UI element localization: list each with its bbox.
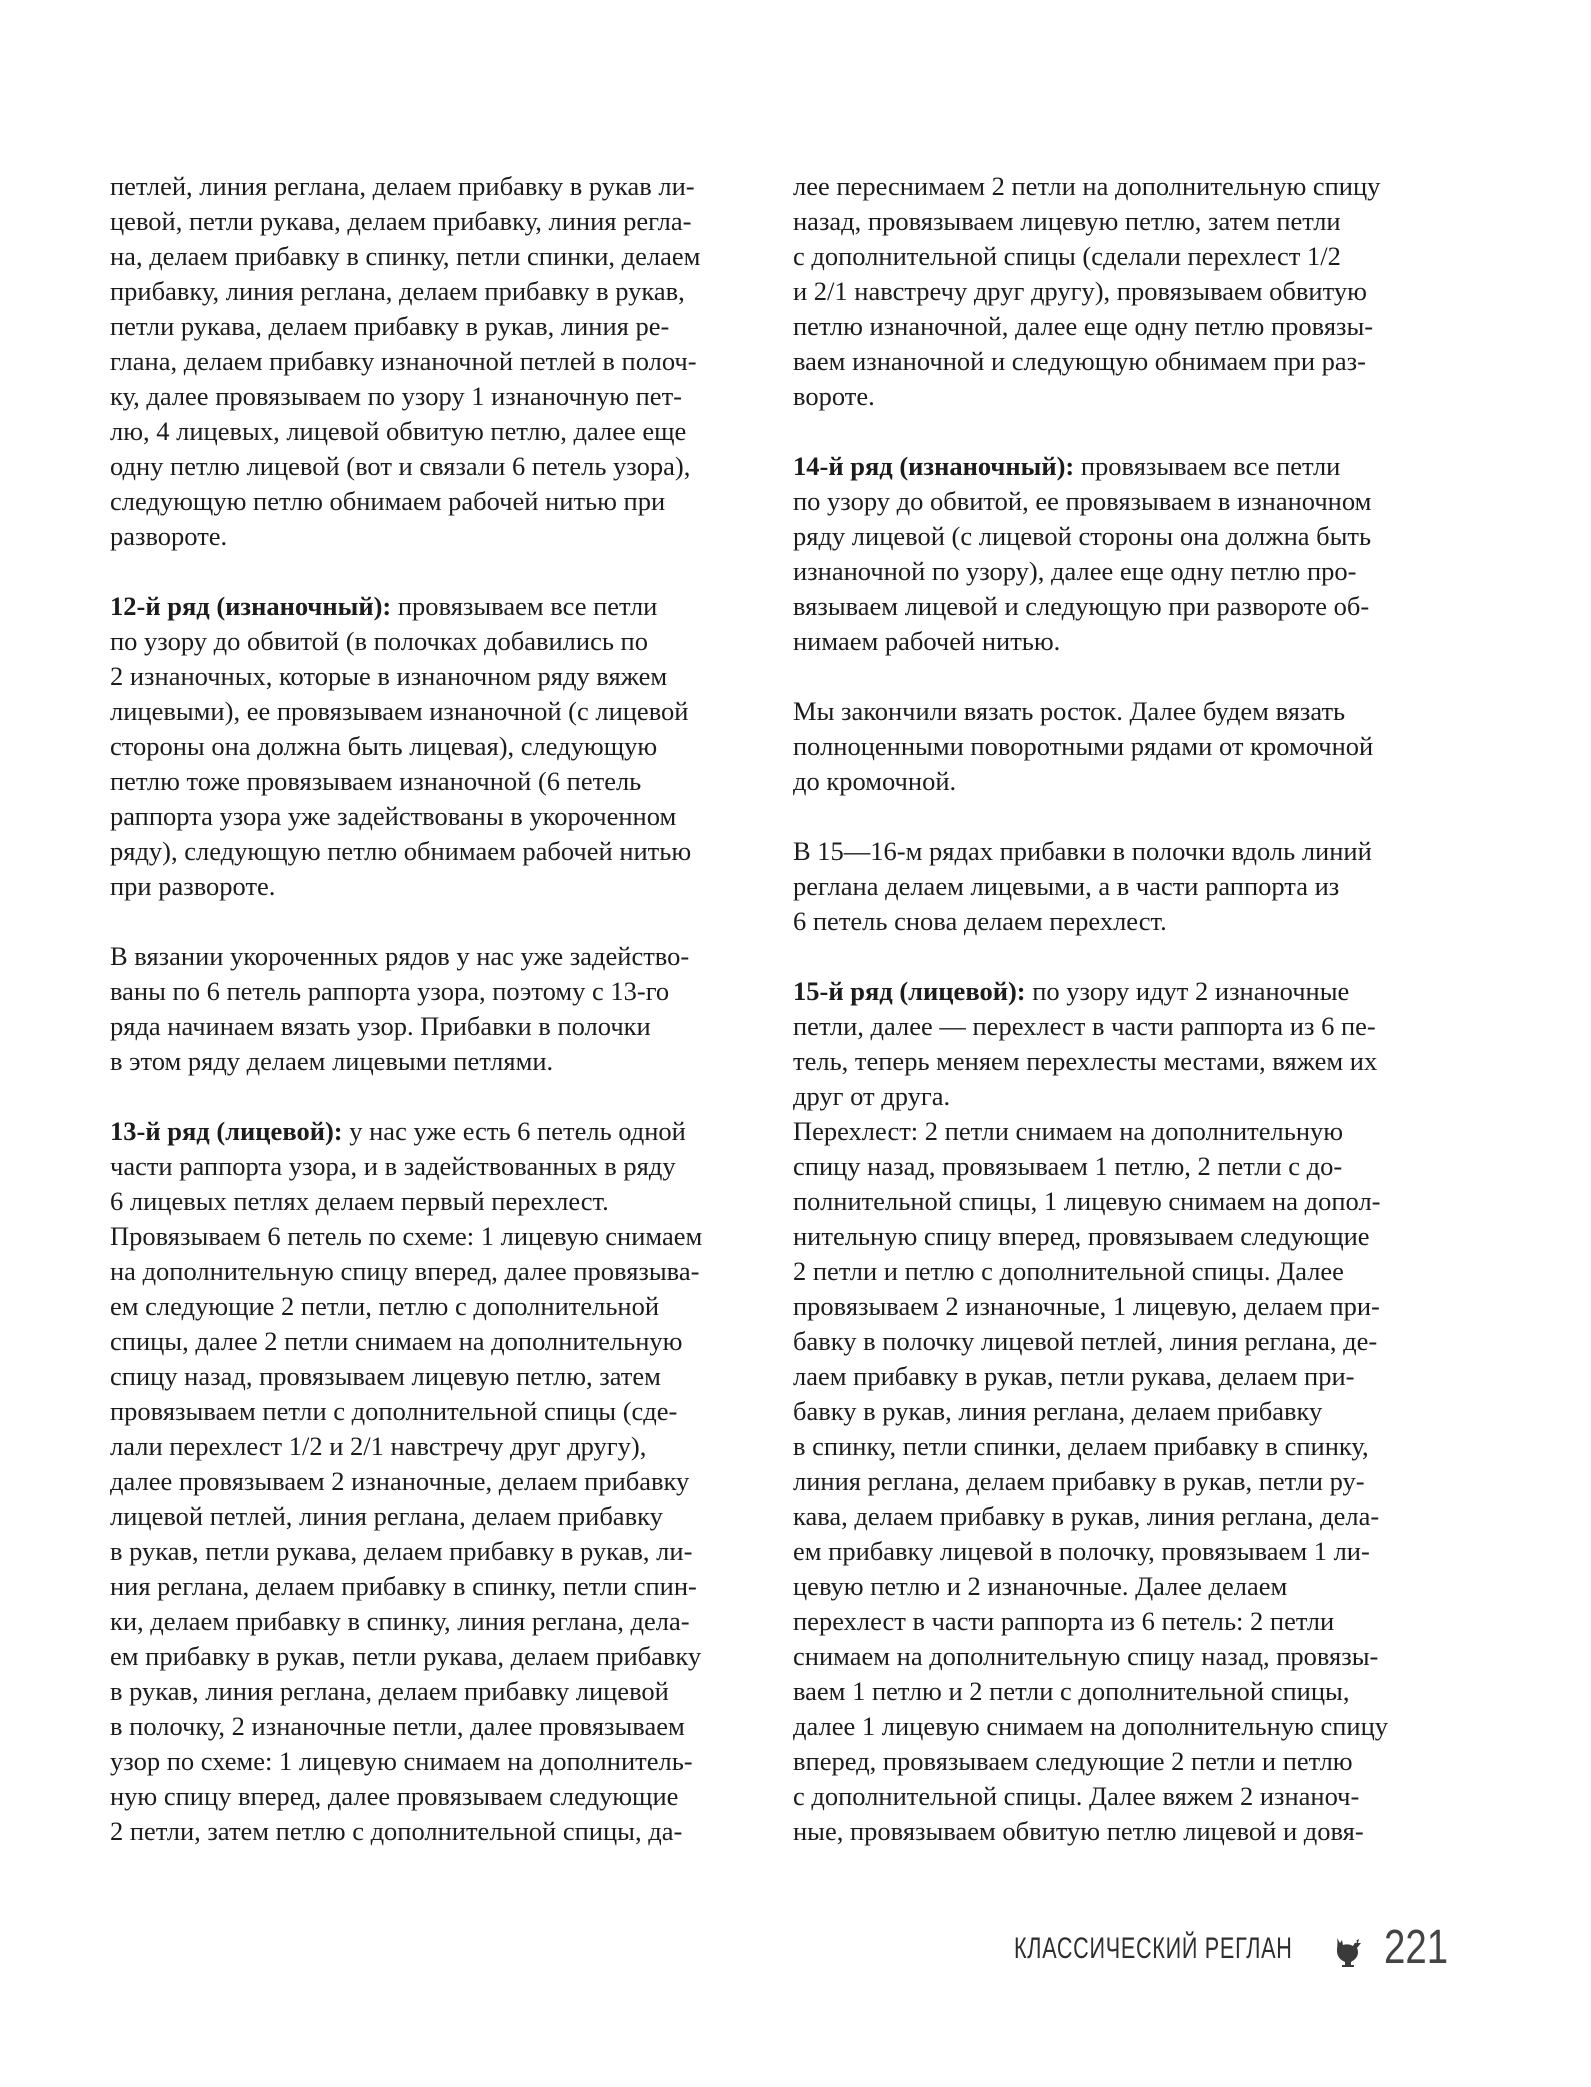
line-text: полноценными поворотными рядами от кромочной (793, 731, 1374, 761)
line-text: друг от друга. (793, 1081, 951, 1111)
text-line (793, 869, 1433, 904)
line-text: петлю тоже провязываем изнаночной (6 петель (110, 766, 642, 796)
text-line (110, 344, 750, 379)
text-line (110, 1184, 750, 1219)
line-text: ки, делаем прибавку в спинку, линия реглана, дела- (110, 1606, 690, 1636)
text-line (110, 1149, 750, 1184)
text-line (793, 1114, 1433, 1149)
text-line (110, 1254, 750, 1289)
line-text: узор по схеме: 1 лицевую снимаем на дополнитель- (110, 1746, 693, 1776)
text-line (110, 1814, 750, 1849)
text-line (110, 239, 750, 274)
text-line (793, 1429, 1433, 1464)
line-text: В 15—16-м рядах прибавки в полочки вдоль линий (793, 836, 1372, 866)
text-line (793, 729, 1433, 764)
text-line (110, 834, 750, 869)
line-text: и 2/1 навстречу друг другу), провязываем обвитую (793, 276, 1367, 306)
line-text: спицу назад, провязываем 1 петлю, 2 петли с до- (793, 1151, 1343, 1181)
line-text: с дополнительной спицы (сделали перехлест 1/2 (793, 241, 1341, 271)
line-text: следующую петлю обнимаем рабочей нитью при (110, 486, 666, 516)
text-line (110, 869, 750, 904)
line-text: в рукав, петли рукава, делаем прибавку в рукав, ли- (110, 1536, 693, 1566)
line-text: цевой, петли рукава, делаем прибавку, линия регла- (110, 206, 692, 236)
line-text: В вязании укороченных рядов у нас уже задейство- (110, 941, 690, 971)
text-line (793, 1674, 1433, 1709)
text-line (793, 1814, 1433, 1849)
line-text: лицевыми), ее провязываем изнаночной (с лицевой (110, 696, 689, 726)
line-text: провязываем все петли (1074, 451, 1341, 481)
text-line (110, 1639, 750, 1674)
text-line (793, 344, 1433, 379)
text-line (110, 274, 750, 309)
text-line (110, 1289, 750, 1324)
line-text: ваем изнаночной и следующую обнимаем при раз- (793, 346, 1366, 376)
line-text: лаем прибавку в рукав, петли рукава, делаем при- (793, 1361, 1355, 1391)
text-line (110, 1499, 750, 1534)
line-text: перехлест в части раппорта из 6 петель: 2 петли (793, 1606, 1335, 1636)
line-text: ем прибавку лицевой в полочку, провязываем 1 ли- (793, 1536, 1370, 1566)
line-text: по узору до обвитой (в полочках добавились по (110, 626, 648, 656)
text-column-right (793, 169, 1433, 1849)
text-line (793, 624, 1433, 659)
line-text: развороте. (110, 521, 228, 551)
line-text: раппорта узора уже задействованы в укороченном (110, 801, 677, 831)
text-line (110, 1359, 750, 1394)
line-text: нительную спицу вперед, провязываем следующие (793, 1221, 1370, 1251)
text-line (110, 449, 750, 484)
text-line (793, 1604, 1433, 1639)
text-line (793, 694, 1433, 729)
text-line (793, 1149, 1433, 1184)
paragraph-gap (110, 554, 750, 589)
line-text: на дополнительную спицу вперед, далее провязыва- (110, 1256, 700, 1286)
line-text: петлю изнаночной, далее еще одну петлю провязы- (793, 311, 1374, 341)
line-text: лю, 4 лицевых, лицевой обвитую петлю, далее еще (110, 416, 687, 446)
text-line (793, 1254, 1433, 1289)
text-line (793, 834, 1433, 869)
text-line (110, 589, 750, 624)
line-text: ряда начинаем вязать узор. Прибавки в полочки (110, 1011, 651, 1041)
line-text: 2 изнаночных, которые в изнаночном ряду вяжем (110, 661, 668, 691)
line-text: до кромочной. (793, 766, 957, 796)
text-line (110, 764, 750, 799)
line-text: Мы закончили вязать росток. Далее будем вязать (793, 696, 1346, 726)
text-line (110, 694, 750, 729)
line-text: тель, теперь меняем перехлесты местами, вяжем их (793, 1046, 1378, 1076)
row-heading: 12-й ряд (изнаночный): (110, 591, 392, 621)
line-text: бавку в рукав, линия реглана, делаем прибавку (793, 1396, 1323, 1426)
text-line (793, 379, 1433, 414)
line-text: далее 1 лицевую снимаем на дополнительную спицу (793, 1711, 1389, 1741)
line-text: далее провязываем 2 изнаночные, делаем прибавку (110, 1466, 690, 1496)
text-line (110, 1044, 750, 1079)
text-line (793, 1709, 1433, 1744)
paragraph-gap (793, 659, 1433, 694)
line-text: спицу назад, провязываем лицевую петлю, затем (110, 1361, 661, 1391)
line-text: одну петлю лицевой (вот и связали 6 петель узора), (110, 451, 691, 481)
text-line (793, 1324, 1433, 1359)
line-text: петли рукава, делаем прибавку в рукав, линия ре- (110, 311, 670, 341)
text-line (110, 1744, 750, 1779)
line-text: ную спицу вперед, далее провязываем следующие (110, 1781, 679, 1811)
line-text: по узору до обвитой, ее провязываем в изнаночном (793, 486, 1372, 516)
line-text: линия реглана, делаем прибавку в рукав, петли ру- (793, 1466, 1365, 1496)
text-line (110, 1674, 750, 1709)
paragraph-gap (793, 799, 1433, 834)
text-line (793, 1394, 1433, 1429)
text-line (110, 414, 750, 449)
text-line (110, 1709, 750, 1744)
line-text: полнительной спицы, 1 лицевую снимаем на допол- (793, 1186, 1381, 1216)
line-text: вперед, провязываем следующие 2 петли и петлю (793, 1746, 1353, 1776)
line-text: прибавку, линия реглана, делаем прибавку в рукав, (110, 276, 685, 306)
line-text: вороте. (793, 381, 875, 411)
line-text: ваны по 6 петель раппорта узора, поэтому с 13-го (110, 976, 670, 1006)
page-number: 221 (1384, 1921, 1449, 1974)
text-line (110, 1394, 750, 1429)
line-text: лее переснимаем 2 петли на дополнительную спицу (793, 171, 1381, 201)
text-line (793, 764, 1433, 799)
line-text: ния реглана, делаем прибавку в спинку, петли спин- (110, 1571, 697, 1601)
text-line (110, 1464, 750, 1499)
text-line (110, 519, 750, 554)
paragraph-gap (110, 904, 750, 939)
line-text: стороны она должна быть лицевая), следующую (110, 731, 658, 761)
line-text: глана, делаем прибавку изнаночной петлей в полоч- (110, 346, 697, 376)
text-line (793, 1534, 1433, 1569)
row-heading: 15-й ряд (лицевой): (793, 976, 1026, 1006)
text-line (110, 1429, 750, 1464)
text-line (110, 1534, 750, 1569)
line-text: в этом ряду делаем лицевыми петлями. (110, 1046, 554, 1076)
text-line (793, 1079, 1433, 1114)
text-line (110, 1604, 750, 1639)
text-line (793, 1499, 1433, 1534)
line-text: 6 лицевых петлях делаем первый перехлест. (110, 1186, 609, 1216)
line-text: реглана делаем лицевыми, а в части раппорта из (793, 871, 1340, 901)
line-text: части раппорта узора, и в задействованных в ряду (110, 1151, 676, 1181)
text-line (793, 1639, 1433, 1674)
text-line (110, 1009, 750, 1044)
text-line (110, 204, 750, 239)
line-text: ем следующие 2 петли, петлю с дополнительной (110, 1291, 660, 1321)
line-text: ку, далее провязываем по узору 1 изнаночную пет- (110, 381, 682, 411)
text-line (793, 1289, 1433, 1324)
page-footer (1000, 1918, 1449, 1978)
line-text: кава, делаем прибавку в рукав, линия реглана, дела- (793, 1501, 1380, 1531)
line-text: 2 петли и петлю с дополнительной спицы. Далее (793, 1256, 1344, 1286)
line-text: ные, провязываем обвитую петлю лицевой и довя- (793, 1816, 1364, 1846)
line-text: изнаночной по узору), далее еще одну петлю про- (793, 556, 1357, 586)
line-text: ваем 1 петлю и 2 петли с дополнительной спицы, (793, 1676, 1350, 1706)
line-text: с дополнительной спицы. Далее вяжем 2 изнаноч- (793, 1781, 1360, 1811)
line-text: снимаем на дополнительную спицу назад, провязы- (793, 1641, 1379, 1671)
line-text: бавку в полочку лицевой петлей, линия реглана, де- (793, 1326, 1378, 1356)
text-line (110, 659, 750, 694)
text-line (110, 624, 750, 659)
text-line (110, 974, 750, 1009)
line-text: вязываем лицевой и следующую при развороте об- (793, 591, 1370, 621)
text-line (110, 1114, 750, 1149)
text-line (793, 169, 1433, 204)
text-column-left (110, 169, 750, 1849)
line-text: на, делаем прибавку в спинку, петли спинки, делаем (110, 241, 701, 271)
line-text: ем прибавку в рукав, петли рукава, делаем прибавку (110, 1641, 702, 1671)
text-line (793, 904, 1433, 939)
text-line (110, 939, 750, 974)
text-line (793, 1184, 1433, 1219)
hen-icon (1332, 1934, 1362, 1970)
text-line (793, 1219, 1433, 1254)
line-text: провязываем все петли (391, 591, 658, 621)
line-text: петли, далее — перехлест в части раппорта из 6 пе- (793, 1011, 1376, 1041)
line-text: при развороте. (110, 871, 276, 901)
line-text: ряду лицевой (с лицевой стороны она должна быть (793, 521, 1372, 551)
text-line (110, 1779, 750, 1814)
text-line (110, 484, 750, 519)
text-line (793, 309, 1433, 344)
row-heading: 14-й ряд (изнаночный): (793, 451, 1075, 481)
line-text: ряду), следующую петлю обнимаем рабочей нитью (110, 836, 692, 866)
line-text: у нас уже есть 6 петель одной (342, 1116, 686, 1146)
line-text: Перехлест: 2 петли снимаем на дополнительную (793, 1116, 1344, 1146)
text-line (793, 274, 1433, 309)
line-text: 2 петли, затем петлю с дополнительной спицы, да- (110, 1816, 683, 1846)
line-text: по узору идут 2 изнаночные (1025, 976, 1350, 1006)
text-line (793, 1044, 1433, 1079)
text-line (793, 204, 1433, 239)
row-heading: 13-й ряд (лицевой): (110, 1116, 343, 1146)
text-line (793, 589, 1433, 624)
running-head: КЛАССИЧЕСКИЙ РЕГЛАН (1014, 1932, 1293, 1965)
text-line (793, 1464, 1433, 1499)
line-text: лицевой петлей, линия реглана, делаем прибавку (110, 1501, 663, 1531)
line-text: Провязываем 6 петель по схеме: 1 лицевую снимаем (110, 1221, 703, 1251)
text-line (110, 1219, 750, 1254)
text-line (793, 239, 1433, 274)
line-text: 6 петель снова делаем перехлест. (793, 906, 1167, 936)
text-line (793, 554, 1433, 589)
text-line (110, 729, 750, 764)
text-line (793, 484, 1433, 519)
line-text: в спинку, петли спинки, делаем прибавку в спинку, (793, 1431, 1369, 1461)
line-text: назад, провязываем лицевую петлю, затем петли (793, 206, 1341, 236)
text-line (110, 169, 750, 204)
text-line (110, 379, 750, 414)
text-line (793, 974, 1433, 1009)
paragraph-gap (793, 939, 1433, 974)
text-line (110, 1569, 750, 1604)
line-text: спицы, далее 2 петли снимаем на дополнительную (110, 1326, 683, 1356)
line-text: цевую петлю и 2 изнаночные. Далее делаем (793, 1571, 1288, 1601)
line-text: лали перехлест 1/2 и 2/1 навстречу друг другу), (110, 1431, 647, 1461)
line-text: петлей, линия реглана, делаем прибавку в рукав ли- (110, 171, 695, 201)
text-line (793, 1009, 1433, 1044)
text-line (793, 449, 1433, 484)
text-line (793, 1359, 1433, 1394)
text-line (110, 1324, 750, 1359)
paragraph-gap (110, 1079, 750, 1114)
text-line (793, 1569, 1433, 1604)
line-text: в рукав, линия реглана, делаем прибавку лицевой (110, 1676, 669, 1706)
text-line (793, 1744, 1433, 1779)
line-text: провязываем 2 изнаночные, 1 лицевую, делаем при- (793, 1291, 1380, 1321)
text-line (110, 309, 750, 344)
text-line (110, 799, 750, 834)
text-line (793, 519, 1433, 554)
line-text: провязываем петли с дополнительной спицы (сде- (110, 1396, 678, 1426)
paragraph-gap (793, 414, 1433, 449)
line-text: в полочку, 2 изнаночные петли, далее провязываем (110, 1711, 685, 1741)
line-text: нимаем рабочей нитью. (793, 626, 1061, 656)
text-line (793, 1779, 1433, 1814)
